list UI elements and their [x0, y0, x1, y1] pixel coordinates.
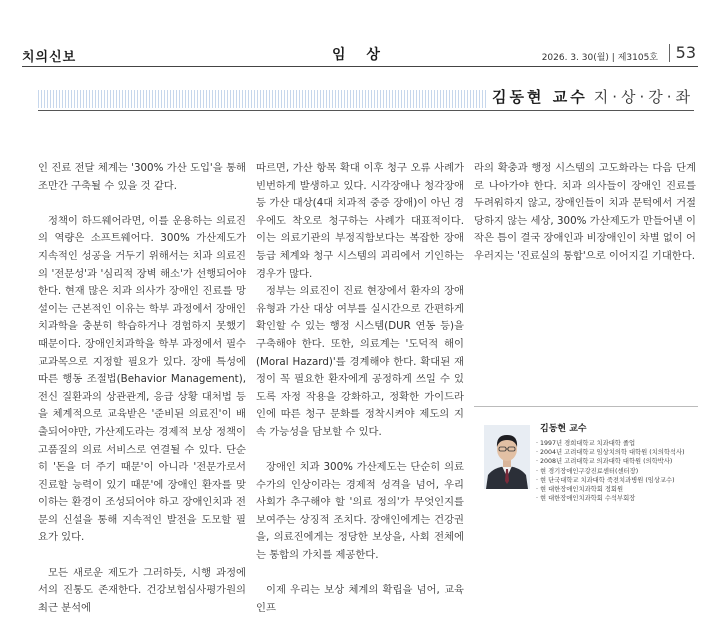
section-title: 임 상: [332, 47, 388, 63]
paragraph: 정부는 의료진이 진료 현장에서 환자의 장애 유형과 가산 대상 여부를 실시간으로 간편하게 확인할 수 있는 행정 시스템(DUR 연동 등)을 구축해야 한다. 또한, 의료계는 '도덕적 해이(Moral Hazard)'를 경계해야 한다. 확대된 재정이 꼭 필요한 환자에게 공정하게 쓰일 수 있도록 자정 작용을 강화하고, 정확한 가이드라인에 따른 청구 문화를 정착시켜야 제도의 지속 가능성을 담보할 수 있다.: [256, 285, 464, 438]
banner-series: 지·상·강·좌: [593, 88, 694, 106]
career-item: · 2004년 고려대학교 임상치의학 대학원 (치의학석사): [536, 448, 685, 457]
person-portrait-icon: [484, 425, 530, 489]
career-item: · 현 대한장애인치과학회 정회원: [536, 485, 685, 494]
issue-date: 2026. 3. 30(월) | 제3105호: [541, 53, 658, 63]
career-item: · 현 단국대학교 치과대학 죽전치과병원 (임상교수): [536, 476, 685, 485]
paragraph: 라의 확충과 행정 시스템의 고도화라는 다음 단계로 나아가야 한다. 치과 의사들이 장애인 진료를 두려워하지 않고, 장애인들이 치과 문턱에서 거절당하지 않는 세상, 300% 가산제도가 만들어낸 이 작은 틈이 결국 장애인과 비장애인이 차별 없이 어우러지는 '진료실의 통합'으로 이어지길 기대한다.: [474, 162, 696, 262]
page-header: [0, 0, 720, 64]
paragraph: 장애인 치과 300% 가산제도는 단순히 의료 수가의 인상이라는 경제적 성격을 넘어, 우리 사회가 추구해야 할 '의료 정의'가 무엇인지를 보여주는 상징적 조치다. 장애인에게는 건강권을, 의료진에게는 정당한 보상을, 사회 전체에는 통합의 가치를 제공한다.: [256, 461, 464, 562]
author-profile: [474, 406, 698, 525]
banner-rule: [38, 110, 694, 111]
career-item: · 1997년 경희대학교 치과대학 졸업: [536, 439, 685, 448]
column-banner: [38, 90, 694, 108]
article-column-3: [474, 160, 696, 266]
header-rule: [22, 66, 698, 67]
author-name: 김동현 교수: [540, 424, 587, 434]
paragraph: 모든 새로운 제도가 그러하듯, 시행 과정에서의 진통도 존재한다. 건강보험심사평가원의 최근 분석에: [38, 566, 246, 614]
banner-author: 김동현 교수: [492, 88, 588, 106]
career-item: · 2008년 고려대학교 의과대학 대학원 (의학박사): [536, 457, 685, 466]
career-item: · 현 대한장애인치과학회 수석부회장: [536, 494, 685, 503]
author-photo: [484, 425, 530, 489]
paragraph: 정책이 하드웨어라면, 이를 운용하는 의료진의 역량은 소프트웨어다. 300% 가산제도가 지속적인 성공을 거두기 위해서는 치과 의료진의 '전문성'과 '심리적 장벽 해소'가 선행되어야 한다. 현재 많은 치과 의사가 장애인 진료를 망설이는 근본적인 이유는 학부 과정에서 장애인 치과학을 충분히 학습하거나 경험하지 못했기 때문이다. 장애인치과학을 학부 과정에서 필수 교과목으로 지정할 필요가 있다. 장애 특성에 따른 행동 조절법(Behavior Management), 전신 질환과의 상관관계, 응급 상황 대처법 등을 체계적으로 교육받은 '준비된 의료진'이 배출되어야만, 가산제도라는 경제적 보상 정책이 고품질의 의료 서비스로 연결될 수 있다. 단순히 '돈을 더 주기 때문'이 아니라 '전문가로서 진료할 능력이 있기 때문'에 장애인 환자를 맞이하는 환경이 조성되어야 하고 장애인치과 전문의 신설을 통해 지속적인 발전을 도모할 필요가 있다.: [38, 214, 246, 544]
page-number: 53: [669, 44, 696, 62]
paragraph: 따르면, 가산 항목 확대 이후 청구 오류 사례가 빈번하게 발생하고 있다. 시각장애나 청각장애 등 가산 대상(4대 치과적 중증 장애)이 아닌 경우에도 착오로 청구하는 사례가 대표적이다. 이는 의료기관의 부정직함보다는 복잡한 장애 등급 체계와 청구 시스템의 괴리에서 기인하는 경우가 많다.: [256, 162, 464, 280]
author-career-list: [536, 439, 685, 503]
publication-name: 치의신보: [22, 50, 77, 65]
banner-title: [492, 86, 694, 107]
article-column-2: [256, 160, 464, 617]
banner-decoration: [38, 90, 488, 108]
paragraph: 인 진료 전달 체계는 '300% 가산 도입'을 통해 조만간 구축될 수 있을 것 같다.: [38, 162, 246, 192]
article-column-1: [38, 160, 246, 617]
paragraph: 이제 우리는 보상 체계의 확립을 넘어, 교육 인프: [256, 584, 464, 614]
career-item: · 현 경기장애인구강진료센터(센터장): [536, 467, 685, 476]
